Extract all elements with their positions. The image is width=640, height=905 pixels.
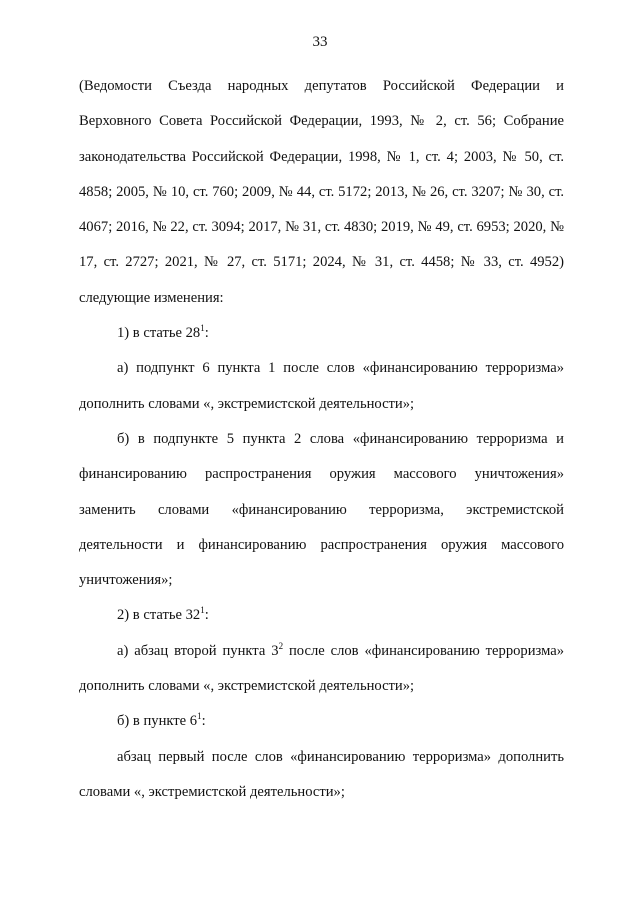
intro-paragraph: (Ведомости Съезда народных депутатов Российской Федерации и Верховного Совета Российской Федерации, 1993, № 2, ст. 56; Собрание законодательства Российской Федерации, 1998, № 1, ст. 4; 2003, № 50, ст. 4858; 2005, № 10, ст. 760; 2009, № 44, ст. 5172; 2013, № 26, ст. 3207; № 30, ст. 4067; 2016, № 22, ст. 3094; 2017, № 31, ст. 4830; 2019, № 49, ст. 6953; 2020, № 17, ст. 2727; 2021, № 27, ст. 5171; 2024, № 31, ст. 4458; № 33, ст. 4952) следующие изменения: bbox=[79, 78, 564, 306]
item-2-text: 2) в статье 32 bbox=[117, 607, 201, 624]
item-2-colon: : bbox=[204, 607, 209, 624]
item-2b-text: б) в пункте 6 bbox=[117, 713, 198, 730]
item-2b-superscript: 1 bbox=[197, 711, 202, 722]
item-2-heading bbox=[79, 598, 564, 633]
item-1b-paragraph: б) в подпункте 5 пункта 2 слова «финансированию терроризма и финансированию распространения оружия массового уничтожения» заменить словами «финансированию терроризма, экстремистской деятельности и финансированию распространения оружия массового уничтожения»; bbox=[79, 430, 564, 589]
item-1-heading bbox=[79, 316, 564, 351]
item-2a-superscript: 2 bbox=[278, 640, 284, 651]
page-number: 33 bbox=[312, 34, 328, 50]
item-1-colon: : bbox=[204, 325, 209, 342]
item-2a-after: после слов «финансированию терроризма» дополнить словами «, экстремистской деятельности»; bbox=[79, 642, 564, 695]
item-2a-before: а) абзац второй пункта 3 bbox=[117, 642, 279, 659]
item-1a-paragraph: а) подпункт 6 пункта 1 после слов «финансированию терроризма» дополнить словами «, экстремистской деятельности»; bbox=[79, 360, 564, 412]
item-2a-paragraph bbox=[79, 634, 564, 705]
item-2b-heading bbox=[79, 704, 564, 739]
item-2b-paragraph: абзац первый после слов «финансированию терроризма» дополнить словами «, экстремистской деятельности»; bbox=[79, 748, 564, 800]
item-2b-colon: : bbox=[201, 713, 206, 730]
item-2-superscript: 1 bbox=[200, 605, 205, 616]
item-1-text: 1) в статье 28 bbox=[117, 325, 201, 342]
document-body bbox=[79, 69, 564, 810]
item-1-superscript: 1 bbox=[200, 323, 205, 334]
